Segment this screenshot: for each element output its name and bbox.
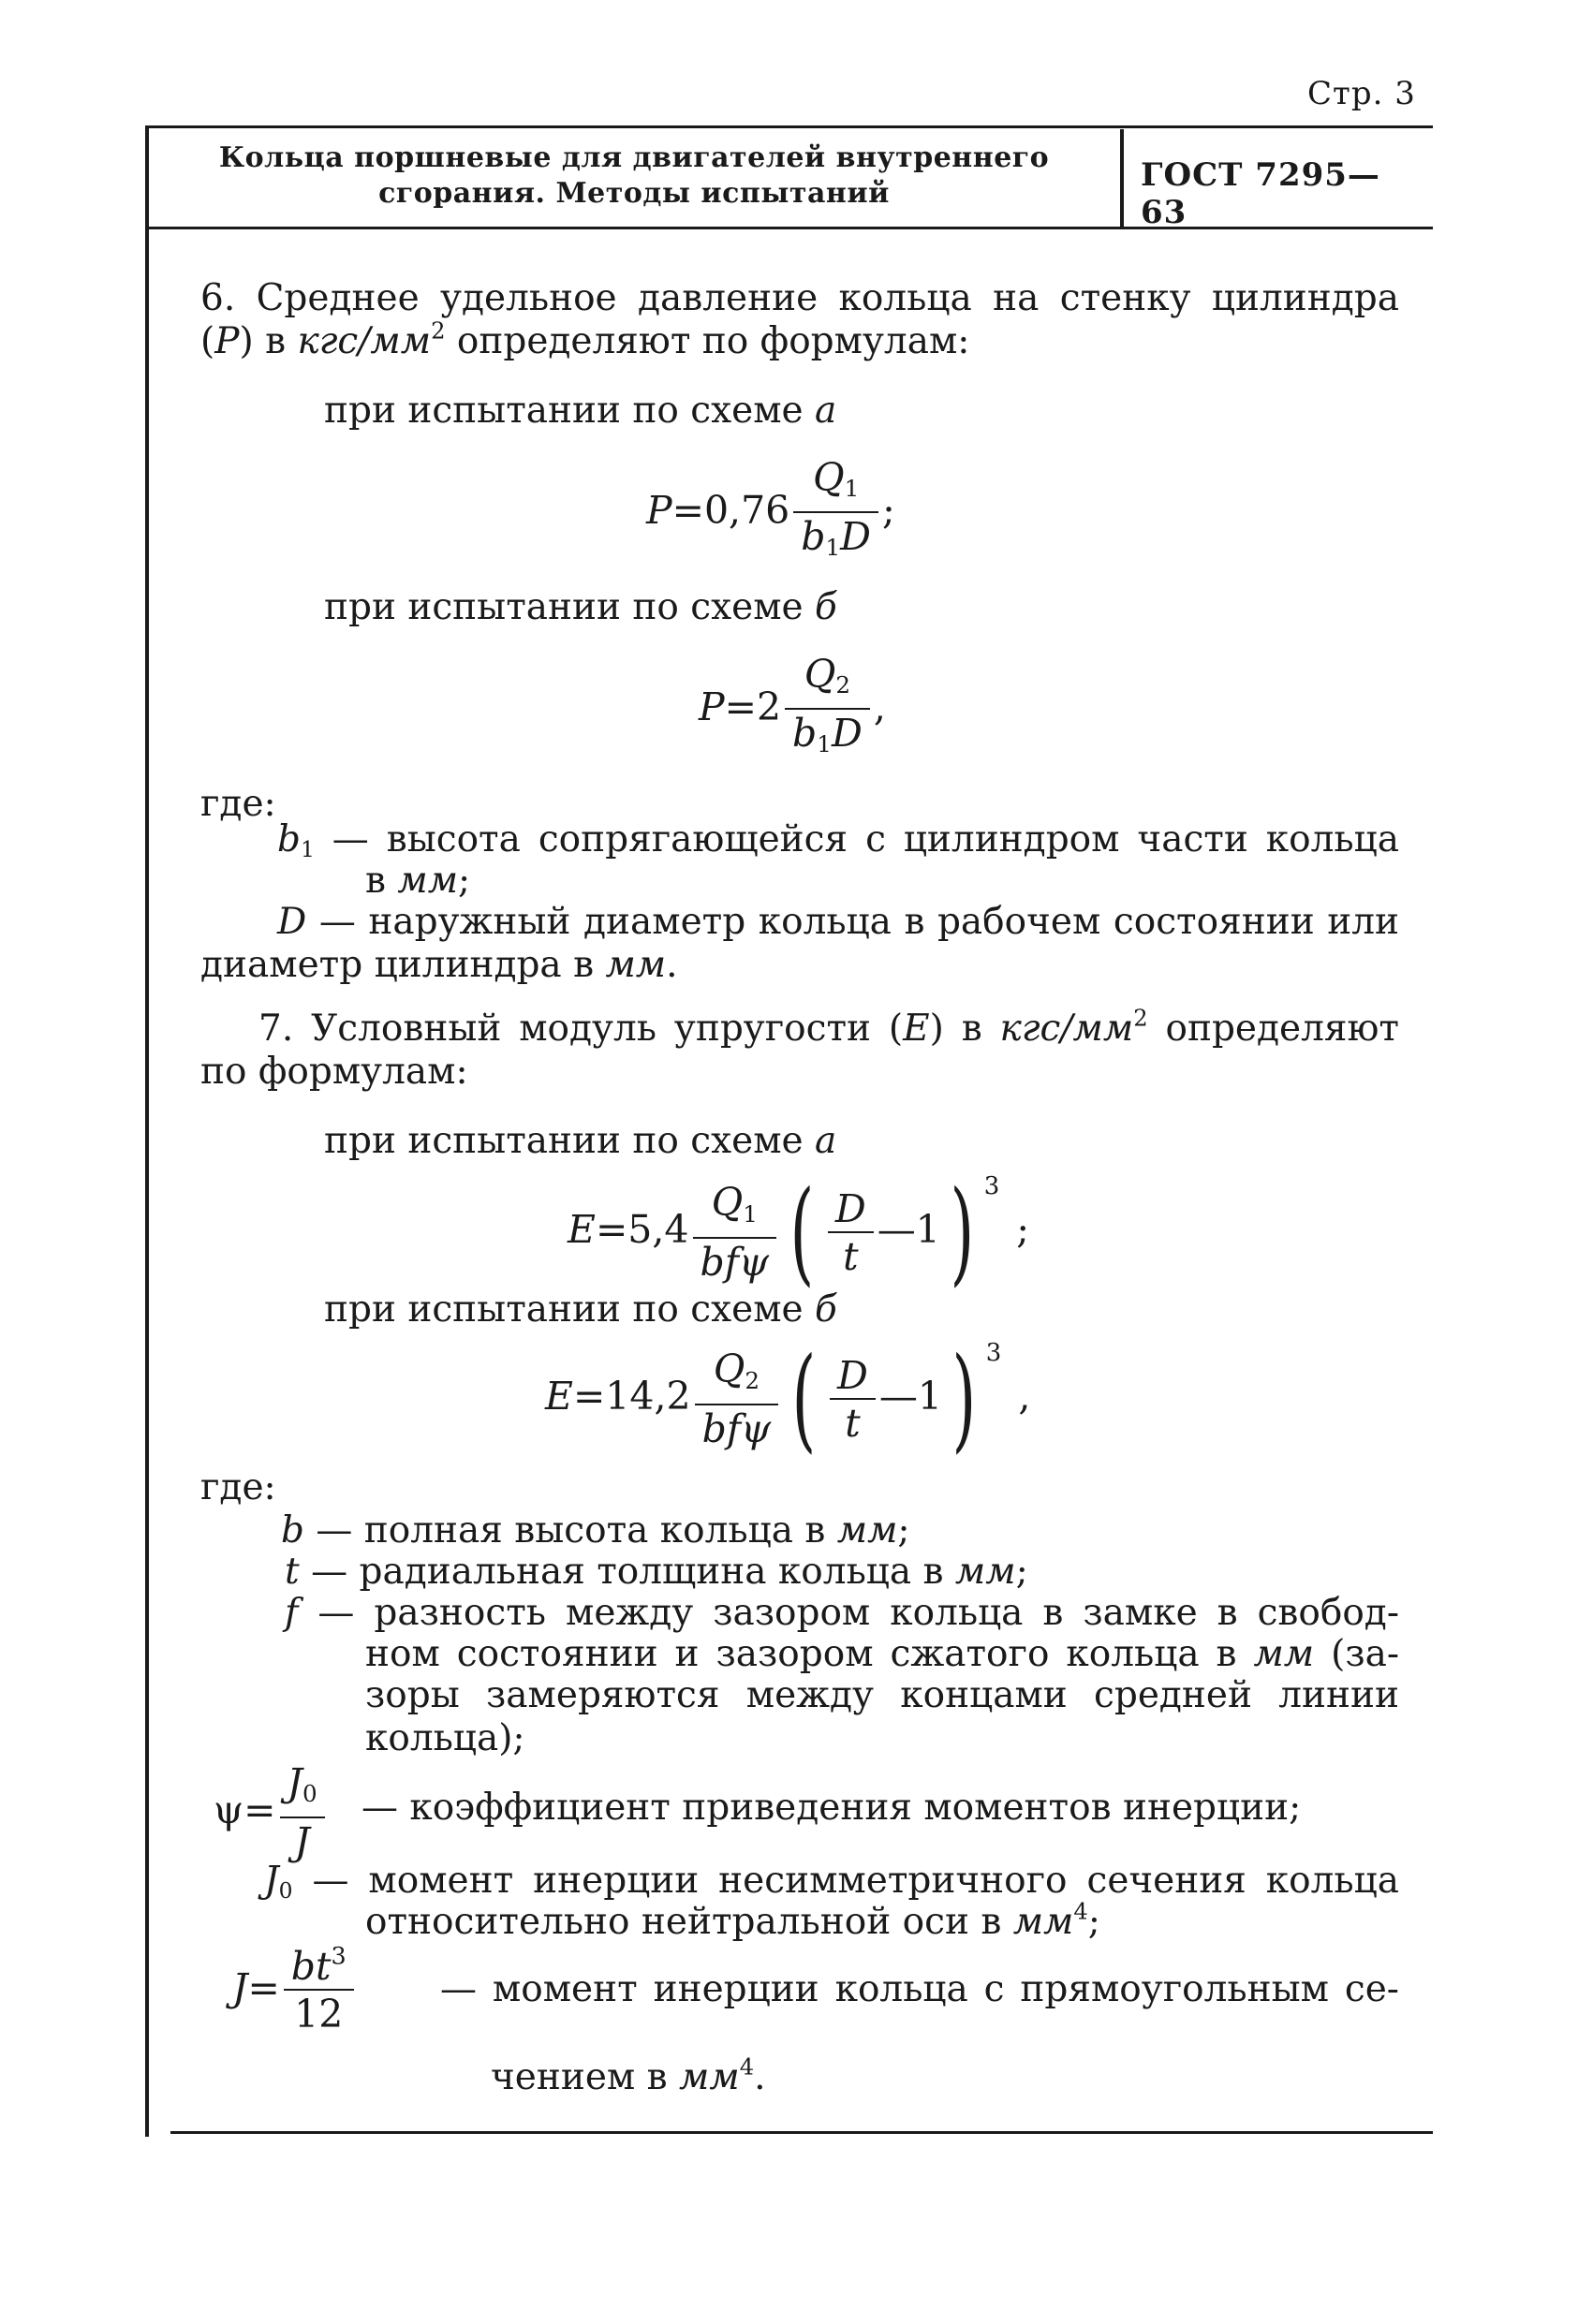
definition-psi: ψ= $\frac{J0}{J}$ xyxy=(214,1760,329,1865)
definition-f: f — разность между зазором кольца в замке в свобод- xyxy=(285,1592,1399,1634)
document-title-line-1: Кольца поршневые для двигателей внутреннего xyxy=(218,141,1050,174)
definition-f-line4: кольца); xyxy=(365,1717,525,1759)
definition-J-cont: чением в $мм^4$. xyxy=(491,2053,766,2098)
standard-code: ГОСТ 7295—63 xyxy=(1141,156,1380,231)
section6-where: где: xyxy=(200,783,276,825)
section6-line2: (P) в кгс/$мм^2$ определяют по формулам: xyxy=(200,317,970,362)
definition-b1: $b_1$ — высота сопрягающейся с цилиндром части кольца xyxy=(277,818,1399,862)
definition-D-cont: диаметр цилиндра в мм. xyxy=(200,944,678,986)
definition-f-line2: ном состоянии и зазором сжатого кольца в мм (за- xyxy=(365,1633,1400,1675)
definition-J0: $J_0$ — момент инерции несимметричного сечения кольца xyxy=(264,1860,1399,1904)
document-title-line-2: сгорания. Методы испытаний xyxy=(378,177,890,210)
section7-scheme-b: при испытании по схеме б xyxy=(324,1288,837,1331)
definition-b1-cont: в мм; xyxy=(365,860,471,902)
definition-b: b — полная высота кольца в мм; xyxy=(281,1509,910,1552)
definition-J: J= $\frac{bt^3}{12}$ xyxy=(232,1944,358,2037)
definition-D: D — наружный диаметр кольца в рабочем состоянии или xyxy=(277,901,1399,943)
definition-psi-text: — коэффициент приведения моментов инерции; xyxy=(361,1787,1302,1829)
definition-J-text: — момент инерции кольца с прямоугольным се- xyxy=(440,1968,1399,2010)
header-top-rule xyxy=(145,125,1433,128)
section6-scheme-b: при испытании по схеме б xyxy=(324,586,837,628)
section6-line1: 6. Среднее удельное давление кольца на стенку цилиндра xyxy=(200,277,1399,319)
definition-f-line3: зоры замеряются между концами средней линии xyxy=(365,1674,1399,1716)
frame-left-rule xyxy=(145,125,149,2137)
formula-p-scheme-b: P=2 $\frac{Q2}{b1D}$ , xyxy=(699,652,886,768)
definition-J0-cont: относительно нейтральной оси в $мм^4$; xyxy=(365,1898,1100,1943)
page-number: Стр. 3 xyxy=(1307,75,1416,112)
formula-p-scheme-a: P=0,76 $\frac{Q1}{b1D}$ ; xyxy=(646,455,895,571)
section7-scheme-a: при испытании по схеме а xyxy=(324,1120,837,1162)
formula-e-scheme-b: E=14,2 $\frac{Q2}{\text{bfψ}}$ ( $\frac{D}{t}$ —1) 3, xyxy=(545,1333,1031,1464)
section6-scheme-a: при испытании по схеме а xyxy=(324,390,837,432)
formula-e-scheme-a: E=5,4 $\frac{Q1}{\text{bfψ}}$ ( $\frac{D}{t}$ —1) 3; xyxy=(568,1167,1030,1298)
section7-line1: 7. Условный модуль упругости (E) в кгс/$мм^2$ определяют xyxy=(258,1005,1399,1050)
footer-rule xyxy=(170,2131,1433,2134)
definition-t: t — радиальная толщина кольца в мм; xyxy=(285,1551,1028,1593)
section7-where: где: xyxy=(200,1466,276,1508)
section7-line2: по формулам: xyxy=(200,1051,468,1093)
document-title xyxy=(170,140,1098,212)
header-divider xyxy=(1120,129,1124,227)
